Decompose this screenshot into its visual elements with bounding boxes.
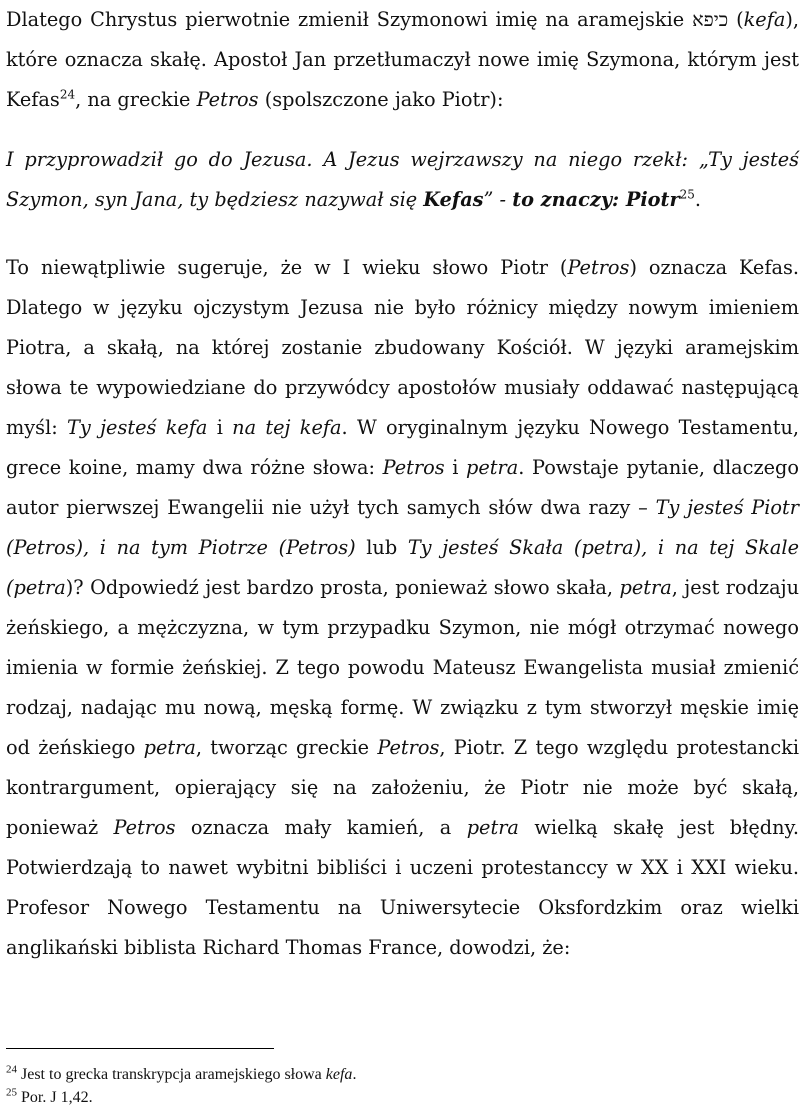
footnote-number: 25 xyxy=(6,1086,17,1099)
footnote-text: . xyxy=(352,1066,357,1083)
text: , jest rodzaju żeńskiego, a mężczyzna, w tym przypadku Szymon, nie mógł otrzymać nowego imienia w formie żeńskiej. Z tego powodu Mateusz Ewangelista musiał zmienić rodzaj, nadając mu nową, męską formę. W związku z tym stworzył męskie imię od żeńskiego xyxy=(6,576,799,759)
italic-term: petra xyxy=(143,736,196,759)
footnote-ref-24[interactable]: 24 xyxy=(59,87,76,102)
text: lub xyxy=(355,536,408,559)
quote-text: I przyprowadził go do Jezusa. A Jezus wejrzawszy na niego rzekł: „Ty jesteś Szymon, syn Jana, ty będziesz nazywał się xyxy=(6,148,799,211)
paragraph-1 xyxy=(6,0,799,120)
footnote-text: Por. J 1,42. xyxy=(17,1089,93,1106)
text: , Piotr. Z tego względu protestancki kontrargument, opierający się na założeniu, że Piotr nie może być skałą, ponieważ xyxy=(6,736,799,839)
footnote-24 xyxy=(6,1065,799,1085)
quote-text: ” - xyxy=(483,188,513,211)
italic-term: Petros xyxy=(567,256,630,279)
footnote-separator xyxy=(6,1048,274,1049)
footnote-italic-term: kefa xyxy=(325,1066,353,1083)
footnote-25 xyxy=(6,1088,799,1108)
text: (spolszczone jako Piotr): xyxy=(258,88,504,111)
text: )? Odpowiedź jest bardzo prosta, ponieważ słowo skała, xyxy=(65,576,620,599)
text: i xyxy=(444,456,467,479)
bold-term: to znaczy: Piotr xyxy=(512,188,680,211)
italic-term: Petros xyxy=(382,456,445,479)
bible-quote xyxy=(6,140,799,220)
italic-term: Ty jesteś kefa xyxy=(67,416,208,439)
italic-term: Petros xyxy=(113,816,176,839)
italic-term: petra xyxy=(466,816,519,839)
text: . Powstaje pytanie, dlaczego autor pierwszej Ewangelii nie użył tych samych słów dwa razy – xyxy=(6,456,799,519)
italic-term: Ty jesteś Piotr (Petros), i na tym Piotrze (Petros) xyxy=(6,496,800,559)
text: Dlatego Chrystus pierwotnie zmienił Szymonowi imię na aramejskie xyxy=(6,8,693,31)
italic-term: Ty jesteś Skała (petra), i na tej Skale (petra xyxy=(6,536,800,599)
italic-term: petra xyxy=(619,576,672,599)
bold-term: Kefas xyxy=(423,188,484,211)
text: ( xyxy=(728,8,744,31)
text: oznacza mały kamień, a xyxy=(175,816,467,839)
text: i xyxy=(207,416,233,439)
text: . W oryginalnym języku Nowego Testamentu, grece koine, mamy dwa różne słowa: xyxy=(6,416,800,479)
italic-term: kefa xyxy=(743,8,786,31)
text: ), które oznacza skałę. Apostoł Jan przetłumaczył nowe imię Szymona, którym jest Kefas xyxy=(6,8,799,111)
footnote-ref-25[interactable]: 25 xyxy=(679,187,695,202)
text: wielką skałę jest błędny. Potwierdzają to nawet wybitni bibliści i uczeni protestanccy w XX i XXI wieku. Profesor Nowego Testamentu na Uniwersytecie Oksfordzkim oraz wielki anglikański biblista Richard Thomas France, dowodzi, że: xyxy=(6,816,799,959)
footnote-number: 24 xyxy=(6,1063,17,1076)
italic-term: Petros xyxy=(196,88,259,111)
text: To niewątpliwie sugeruje, że w I wieku słowo Piotr ( xyxy=(6,256,568,279)
footnote-text: Jest to grecka transkrypcja aramejskiego słowa xyxy=(17,1066,326,1083)
quote-text: . xyxy=(694,188,702,211)
text: , na greckie xyxy=(75,88,197,111)
italic-term: na tej kefa xyxy=(232,416,342,439)
text: , tworząc greckie xyxy=(195,736,378,759)
text: ) oznacza Kefas. Dlatego w języku ojczystym Jezusa nie było różnicy między nowym imieniem Piotra, a skałą, na której zostanie zbudowany Kościół. W języki aramejskim słowa te wypowiedziane do przywódcy apostołów musiały oddawać następującą myśl: xyxy=(6,256,799,439)
paragraph-3 xyxy=(6,248,799,968)
hebrew-word: כיפא xyxy=(692,8,729,31)
italic-term: Petros xyxy=(377,736,440,759)
italic-term: petra xyxy=(466,456,519,479)
